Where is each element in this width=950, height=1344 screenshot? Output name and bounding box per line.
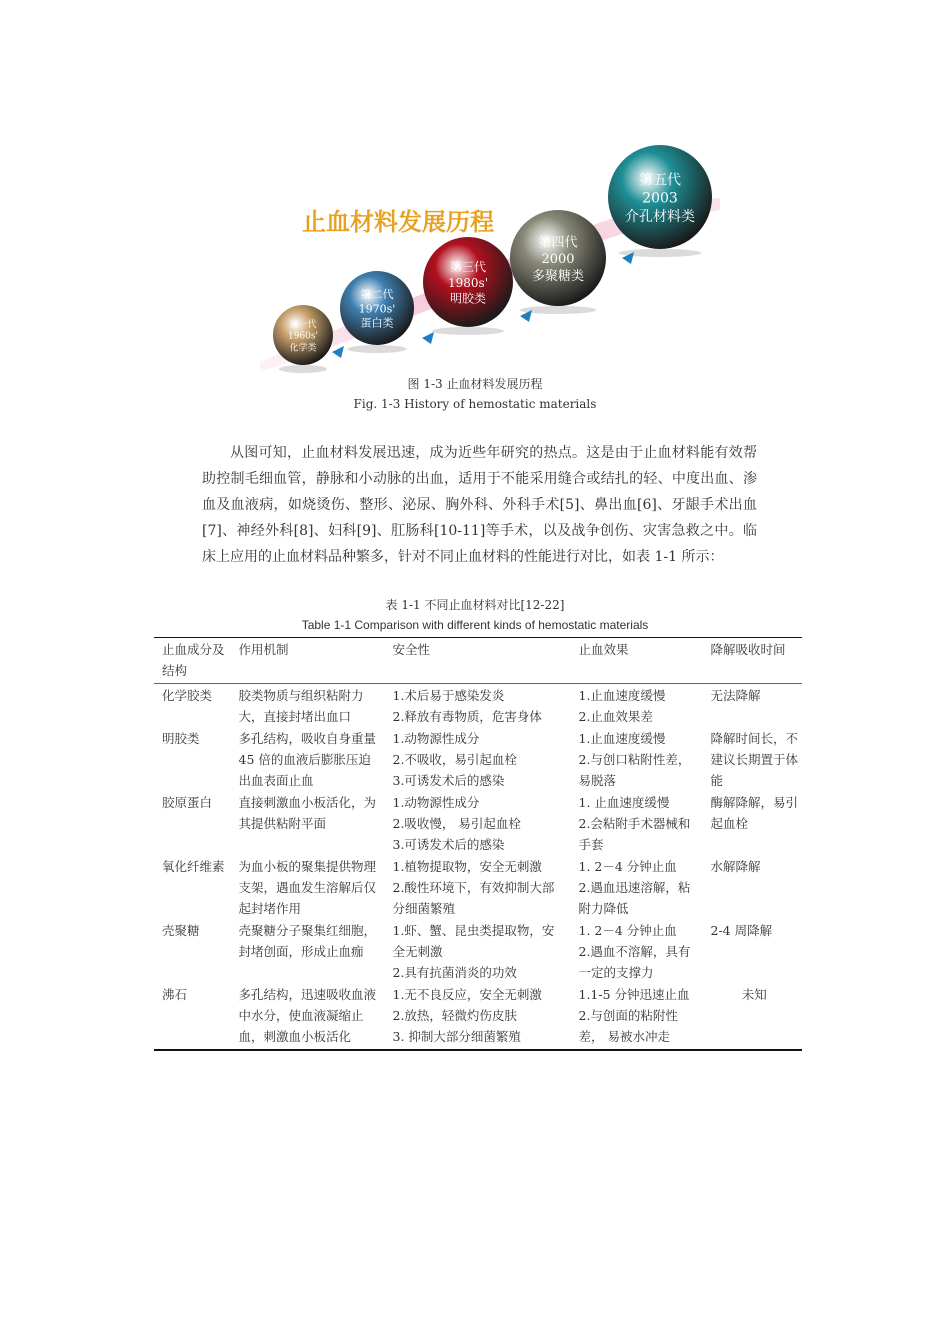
header-composition: 止血成分及结构 (154, 638, 230, 684)
cell-safety: 1.动物源性成分 2.吸收慢， 易引起血栓 3.可诱发术后的感染 (384, 791, 570, 855)
sphere-generation-label: 第二代 (360, 288, 394, 302)
sphere-year-label: 2000 (541, 252, 575, 268)
cell-effect: 1.1-5 分钟迅速止血 2.与创面的粘附性差， 易被水冲走 (570, 983, 702, 1050)
table-row (154, 684, 802, 728)
cell-composition: 氧化纤维素 (162, 859, 225, 874)
generation-sphere (340, 271, 414, 353)
cell-mechanism: 壳聚糖分子聚集红细胞，封堵创面，形成止血痂 (230, 919, 384, 983)
figure-caption-en: Fig. 1-3 History of hemostatic materials (353, 397, 597, 411)
table-header-row (154, 638, 802, 684)
cell-degradation: 酶解降解，易引起血栓 (702, 791, 802, 855)
cell-safety: 1.术后易于感染发炎 2.释放有毒物质，危害身体 (384, 684, 570, 728)
cell-degradation: 无法降解 (702, 684, 802, 728)
cell-mechanism: 多孔结构，吸收自身重量 45 倍的血液后膨胀压迫出血表面止血 (230, 727, 384, 791)
table-row (154, 791, 802, 855)
cell-mechanism: 胶类物质与组织粘附力大，直接封堵出血口 (230, 684, 384, 728)
cell-effect: 1.止血速度缓慢 2.与创口粘附性差，易脱落 (570, 727, 702, 791)
figure-caption-cn: 图 1-3 止血材料发展历程 (407, 377, 543, 391)
figure-title: 止血材料发展历程 (302, 208, 494, 236)
cell-composition: 化学胶类 (162, 688, 213, 703)
sphere-generation-label: 第一代 (289, 319, 317, 330)
cell-degradation: 2-4 周降解 (702, 919, 802, 983)
generation-sphere (423, 237, 513, 335)
cell-composition: 沸石 (154, 983, 230, 1050)
sphere-generation-label: 第五代 (639, 172, 681, 189)
sphere-type-label: 蛋白类 (360, 316, 394, 330)
sphere-generation-label: 第四代 (538, 235, 578, 251)
arrow-icon (332, 346, 344, 358)
cell-composition: 胶原蛋白 (162, 795, 213, 810)
generation-sphere (510, 210, 606, 314)
paragraph-text: 从图可知，止血材料发展迅速，成为近些年研究的热点。这是由于止血材料能有效帮助控制毛细血管，静脉和小动脉的出血，适用于不能采用缝合或结扎的轻、中度出血、渗血及血液病，如烧烫伤、整形、泌尿、胸外科、外科手术[5]、鼻出血[6]、牙龈手术出血[7]、神经外科[8]、妇科[9]、肛肠科[10-11]等手术，以及战争创伤、灾害急救之中。临床上应用的止血材料品种繁多，针对不同止血材料的性能进行对比，如表 1-1 所示： (202, 445, 757, 565)
sphere-year-label: 1960s' (288, 331, 318, 342)
cell-degradation: 水解降解 (702, 855, 802, 919)
body-paragraph (202, 440, 757, 570)
header-degradation: 降解吸收时间 (702, 638, 802, 684)
generation-sphere (608, 145, 712, 257)
sphere-generation-label: 第三代 (449, 260, 487, 275)
cell-effect: 1. 止血速度缓慢 2.会粘附手术器械和手套 (570, 791, 702, 855)
cell-mechanism: 为血小板的聚集提供物理支架，遇血发生溶解后仅起封堵作用 (230, 855, 384, 919)
cell-composition: 壳聚糖 (162, 923, 200, 938)
sphere-type-label: 多聚糖类 (531, 269, 585, 285)
header-effect: 止血效果 (570, 638, 702, 684)
sphere-year-label: 1980s' (448, 275, 488, 290)
header-safety: 安全性 (384, 638, 570, 684)
header-mechanism: 作用机制 (230, 638, 384, 684)
arrow-icon (422, 332, 434, 344)
table-row (154, 919, 802, 983)
cell-mechanism: 直接刺激血小板活化，为其提供粘附平面 (230, 791, 384, 855)
sphere-type-label: 介孔材料类 (625, 208, 695, 225)
cell-safety: 1.无不良反应，安全无刺激 2.放热，轻微灼伤皮肤 3. 抑制大部分细菌繁殖 (384, 983, 570, 1050)
table-caption-cn: 表 1-1 不同止血材料对比[12-22] (385, 598, 565, 612)
sphere-type-label: 明胶类 (449, 291, 487, 306)
table-row (154, 983, 802, 1050)
table-row (154, 855, 802, 919)
sphere-year-label: 2003 (642, 190, 678, 207)
cell-safety: 1.植物提取物，安全无刺激 2.酸性环境下，有效抑制大部分细菌繁殖 (384, 855, 570, 919)
cell-degradation: 未知 (702, 983, 802, 1050)
sphere-type-label: 化学类 (289, 343, 317, 354)
sphere-shadow (347, 345, 406, 353)
sphere-shadow (279, 365, 327, 373)
table-row (154, 727, 802, 791)
sphere-year-label: 1970s' (358, 302, 396, 316)
cell-effect: 1.止血速度缓慢 2.止血效果差 (570, 684, 702, 728)
table-caption-en: Table 1-1 Comparison with different kinds of hemostatic materials (301, 618, 649, 632)
sphere-shadow (432, 327, 504, 335)
cell-mechanism: 多孔结构，迅速吸收血液中水分，使血液凝缩止血，刺激血小板活化 (230, 983, 384, 1050)
cell-effect: 1. 2－4 分钟止血 2.遇血迅速溶解，粘附力降低 (570, 855, 702, 919)
comparison-table (154, 637, 802, 1051)
history-figure (250, 130, 730, 380)
cell-safety: 1.虾、蟹、昆虫类提取物，安全无刺激 2.具有抗菌消炎的功效 (384, 919, 570, 983)
cell-degradation: 降解时间长，不建议长期置于体能 (702, 727, 802, 791)
cell-safety: 1.动物源性成分 2.不吸收，易引起血栓 3.可诱发术后的感染 (384, 727, 570, 791)
cell-composition: 明胶类 (162, 731, 200, 746)
cell-effect: 1. 2－4 分钟止血 2.遇血不溶解，具有一定的支撑力 (570, 919, 702, 983)
